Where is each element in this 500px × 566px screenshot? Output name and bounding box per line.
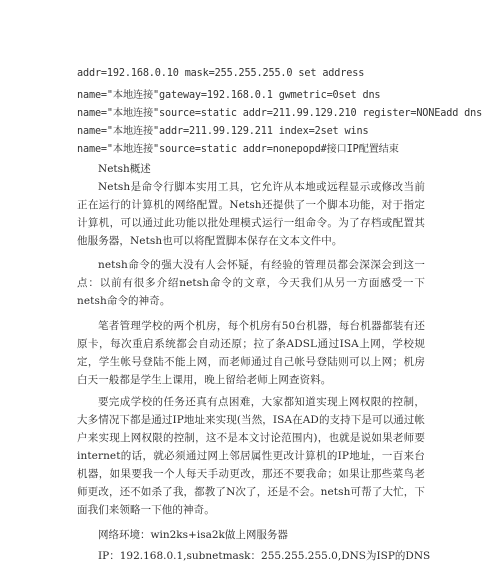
ip-configuration: IP：192.168.0.1,subnetmask：255.255.255.0,DNS为ISP的DNS <box>98 550 431 562</box>
code-line: name="本地连接"gateway=192.168.0.1 gwmetric=0set dns <box>77 90 381 101</box>
paragraph-netsh-power: netsh命令的强大没有人会怀疑，有经验的管理员都会深深会到这一点：以前有很多介绍netsh命令的文章，今天我们从另一方面感受一下netsh命令的神奇。 <box>77 259 425 307</box>
code-line: name="本地连接"addr=211.99.129.211 index=2set wins <box>77 126 369 137</box>
paragraph-lab-setup: 笔者管理学校的两个机房，每个机房有50台机器，每台机器都装有还原卡，每次重启系统都会自动还原；拉了条ADSL通过ISA上网，学校规定，学生帐号登陆不能上网，而老师通过自己帐号登陆则可以上网；机房白天一般都是学生上课用，晚上留给老师上网查资料。 <box>77 320 425 386</box>
code-line: addr=192.168.0.10 mask=255.255.255.0 set address <box>77 68 365 79</box>
paragraph-task-difficulty: 要完成学校的任务还真有点困难，大家都知道实现上网权限的控制，大多情况下都是通过IP地址来实现(当然，ISA在AD的支持下是可以通过帐户来实现上网权限的控制，这不是本文讨论范围内)，也就是说如果老师要internet的话，就必须通过网上邻居属性更改计算机的IP地址，一百来台机器，如果要我一个人每天手动更改，那还不要我命；如果让那些菜鸟老师更改，还不如杀了我，都教了N次了，还是不会。netsh可帮了大忙，下面我们来领略一下他的神奇。 <box>77 396 425 516</box>
network-environment: 网络环境：win2ks+isa2k做上网服务器 <box>98 529 288 541</box>
section-heading: Netsh概述 <box>98 163 151 175</box>
paragraph-netsh-intro: Netsh是命令行脚本实用工具，它允许从本地或远程显示或修改当前正在运行的计算机的网络配置。Netsh还提供了一个脚本功能，对于指定计算机，可以通过此功能以批处理模式运行一组命令。为了存档或配置其他服务器，Netsh也可以将配置脚本保存在文本文件中。 <box>77 181 425 247</box>
code-line: name="本地连接"source=static addr=nonepopd#接口IP配置结束 <box>77 144 399 155</box>
code-line: name="本地连接"source=static addr=211.99.129.210 register=NONEadd dns <box>77 108 483 119</box>
